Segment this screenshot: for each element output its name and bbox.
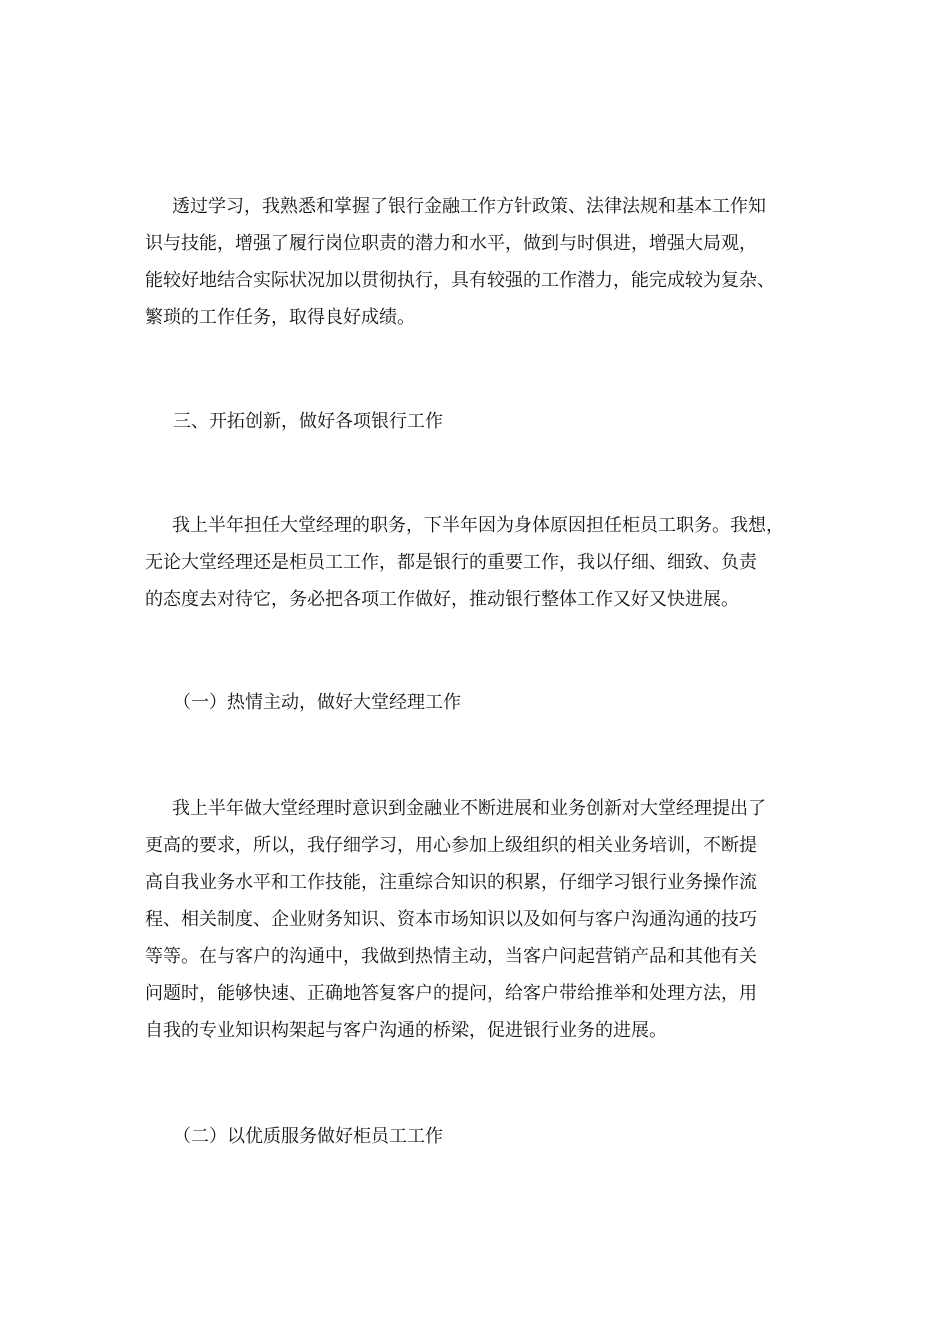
subsection-heading: （二）以优质服务做好柜员工工作: [173, 1126, 443, 1147]
text-line: 繁琐的工作任务，取得良好成绩。: [145, 307, 415, 328]
text-line: 我上半年做大堂经理时意识到金融业不断进展和业务创新对大堂经理提出了: [172, 798, 766, 819]
paragraph-roles: [145, 507, 825, 618]
text-line: 的态度去对待它，务必把各项工作做好，推动银行整体工作又好又快进展。: [145, 589, 739, 610]
text-line: 程、相关制度、企业财务知识、资本市场知识以及如何与客户沟通沟通的技巧: [145, 909, 757, 930]
subsection-heading: （一）热情主动，做好大堂经理工作: [173, 692, 461, 713]
text-line: 更高的要求，所以，我仔细学习，用心参加上级组织的相关业务培训，不断提: [145, 835, 757, 856]
text-line: 高自我业务水平和工作技能，注重综合知识的积累，仔细学习银行业务操作流: [145, 872, 757, 893]
text-line: 透过学习，我熟悉和掌握了银行金融工作方针政策、法律法规和基本工作知: [172, 196, 766, 217]
text-line: 我上半年担任大堂经理的职务，下半年因为身体原因担任柜员工职务。我想，: [172, 515, 784, 536]
paragraph-study: [145, 188, 825, 336]
text-line: 问题时，能够快速、正确地答复客户的提问，给客户带给推举和处理方法，用: [145, 983, 757, 1004]
text-line: 等等。在与客户的沟通中，我做到热情主动，当客户问起营销产品和其他有关: [145, 946, 757, 967]
text-line: 自我的专业知识构架起与客户沟通的桥梁，促进银行业务的进展。: [145, 1020, 667, 1041]
text-line: 无论大堂经理还是柜员工工作，都是银行的重要工作，我以仔细、细致、负责: [145, 552, 757, 573]
text-line: 识与技能，增强了履行岗位职责的潜力和水平，做到与时俱进，增强大局观，: [145, 233, 757, 254]
section-heading: 三、开拓创新，做好各项银行工作: [173, 411, 443, 432]
paragraph-lobby-manager: [145, 790, 825, 1049]
text-line: 能较好地结合实际状况加以贯彻执行，具有较强的工作潜力，能完成较为复杂、: [145, 270, 775, 291]
